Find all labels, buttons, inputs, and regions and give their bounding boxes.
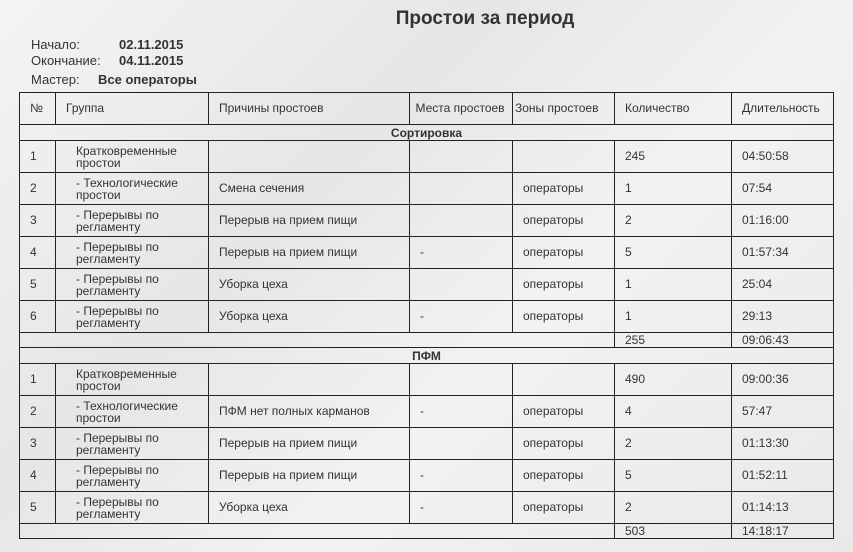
cell-place: - xyxy=(410,301,513,333)
cell-reason: Перерыв на прием пищи xyxy=(209,205,410,237)
cell-place xyxy=(410,205,513,237)
cell-num: 2 xyxy=(20,173,56,205)
table-row xyxy=(20,396,834,428)
cell-zone: операторы xyxy=(513,460,615,492)
cell-zone: операторы xyxy=(513,396,615,428)
cell-duration: 25:04 xyxy=(732,269,834,301)
cell-group: - Технологические простои xyxy=(56,173,209,205)
cell-num: 6 xyxy=(20,301,56,333)
start-date-label: Начало: xyxy=(31,37,80,52)
cell-group: - Перерывы по регламенту xyxy=(56,460,209,492)
cell-group: - Перерывы по регламенту xyxy=(56,237,209,269)
cell-zone xyxy=(513,141,615,173)
header-num: № xyxy=(20,93,56,125)
cell-zone: операторы xyxy=(513,237,615,269)
table-row xyxy=(20,492,834,524)
table-header-row xyxy=(20,93,834,125)
cell-place: - xyxy=(410,237,513,269)
end-date-value: 04.11.2015 xyxy=(119,53,184,68)
cell-group: - Перерывы по регламенту xyxy=(56,428,209,460)
downtime-table xyxy=(19,92,834,539)
cell-place xyxy=(410,269,513,301)
cell-reason: Уборка цеха xyxy=(209,301,410,333)
table-row xyxy=(20,237,834,269)
cell-zone: операторы xyxy=(513,205,615,237)
cell-num: 4 xyxy=(20,460,56,492)
header-count: Количество xyxy=(615,93,732,125)
cell-zone xyxy=(513,364,615,396)
cell-duration: 01:13:30 xyxy=(732,428,834,460)
total-count: 255 xyxy=(615,333,732,348)
cell-duration: 09:00:36 xyxy=(732,364,834,396)
cell-place xyxy=(410,428,513,460)
section-header-row xyxy=(20,125,834,141)
cell-group: - Перерывы по регламенту xyxy=(56,205,209,237)
total-count: 503 xyxy=(615,524,732,539)
cell-num: 3 xyxy=(20,428,56,460)
cell-group: Кратковременные простои xyxy=(56,364,209,396)
end-date-label: Окончание: xyxy=(31,53,101,68)
section-name: Сортировка xyxy=(20,125,834,141)
header-group: Группа xyxy=(56,93,209,125)
report-title: Простои за период xyxy=(395,8,575,29)
total-blank-cell xyxy=(20,524,615,539)
cell-count: 2 xyxy=(615,428,732,460)
cell-place: - xyxy=(410,492,513,524)
start-date-row xyxy=(31,37,184,52)
cell-num: 4 xyxy=(20,237,56,269)
section-total-row xyxy=(20,524,834,539)
cell-duration: 01:52:11 xyxy=(732,460,834,492)
table-row xyxy=(20,428,834,460)
cell-group: - Перерывы по регламенту xyxy=(56,269,209,301)
cell-zone: операторы xyxy=(513,269,615,301)
cell-num: 2 xyxy=(20,396,56,428)
cell-count: 490 xyxy=(615,364,732,396)
cell-count: 2 xyxy=(615,492,732,524)
cell-duration: 29:13 xyxy=(732,301,834,333)
section-header-row xyxy=(20,348,834,364)
cell-place xyxy=(410,364,513,396)
table-body xyxy=(20,125,834,539)
cell-count: 1 xyxy=(615,269,732,301)
header-duration: Длительность xyxy=(732,93,834,125)
table-row xyxy=(20,173,834,205)
section-total-row xyxy=(20,333,834,348)
cell-place: - xyxy=(410,396,513,428)
header-place: Места простоев xyxy=(410,93,513,125)
cell-zone: операторы xyxy=(513,428,615,460)
table-row xyxy=(20,301,834,333)
cell-reason: Уборка цеха xyxy=(209,269,410,301)
cell-zone: операторы xyxy=(513,492,615,524)
cell-place: - xyxy=(410,460,513,492)
cell-duration: 57:47 xyxy=(732,396,834,428)
total-blank-cell xyxy=(20,333,615,348)
cell-reason xyxy=(209,364,410,396)
cell-count: 245 xyxy=(615,141,732,173)
header-reason: Причины простоев xyxy=(209,93,410,125)
cell-group: Кратковременные простои xyxy=(56,141,209,173)
table-row xyxy=(20,141,834,173)
table-row xyxy=(20,460,834,492)
table-row xyxy=(20,269,834,301)
master-value: Все операторы xyxy=(98,72,197,87)
cell-place xyxy=(410,141,513,173)
section-name: ПФМ xyxy=(20,348,834,364)
cell-num: 1 xyxy=(20,364,56,396)
cell-duration: 07:54 xyxy=(732,173,834,205)
cell-count: 2 xyxy=(615,205,732,237)
cell-group: - Перерывы по регламенту xyxy=(56,301,209,333)
cell-reason: Перерыв на прием пищи xyxy=(209,237,410,269)
total-duration: 14:18:17 xyxy=(732,524,834,539)
start-date-value: 02.11.2015 xyxy=(119,37,184,52)
cell-reason: ПФМ нет полных карманов xyxy=(209,396,410,428)
cell-reason: Смена сечения xyxy=(209,173,410,205)
total-duration: 09:06:43 xyxy=(732,333,834,348)
cell-num: 3 xyxy=(20,205,56,237)
cell-duration: 01:14:13 xyxy=(732,492,834,524)
cell-zone: операторы xyxy=(513,173,615,205)
cell-count: 5 xyxy=(615,460,732,492)
cell-count: 1 xyxy=(615,301,732,333)
cell-place xyxy=(410,173,513,205)
cell-reason xyxy=(209,141,410,173)
end-date-row xyxy=(31,53,184,68)
cell-num: 5 xyxy=(20,492,56,524)
cell-reason: Уборка цеха xyxy=(209,492,410,524)
cell-num: 1 xyxy=(20,141,56,173)
cell-count: 5 xyxy=(615,237,732,269)
master-label: Мастер: xyxy=(31,72,80,87)
cell-group: - Перерывы по регламенту xyxy=(56,492,209,524)
cell-count: 4 xyxy=(615,396,732,428)
cell-reason: Перерыв на прием пищи xyxy=(209,460,410,492)
cell-duration: 04:50:58 xyxy=(732,141,834,173)
master-row xyxy=(31,72,197,87)
cell-zone: операторы xyxy=(513,301,615,333)
cell-duration: 01:57:34 xyxy=(732,237,834,269)
cell-duration: 01:16:00 xyxy=(732,205,834,237)
cell-num: 5 xyxy=(20,269,56,301)
table-row xyxy=(20,205,834,237)
header-zone: Зоны простоев xyxy=(513,93,615,125)
table-row xyxy=(20,364,834,396)
cell-reason: Перерыв на прием пищи xyxy=(209,428,410,460)
cell-count: 1 xyxy=(615,173,732,205)
cell-group: - Технологические простои xyxy=(56,396,209,428)
